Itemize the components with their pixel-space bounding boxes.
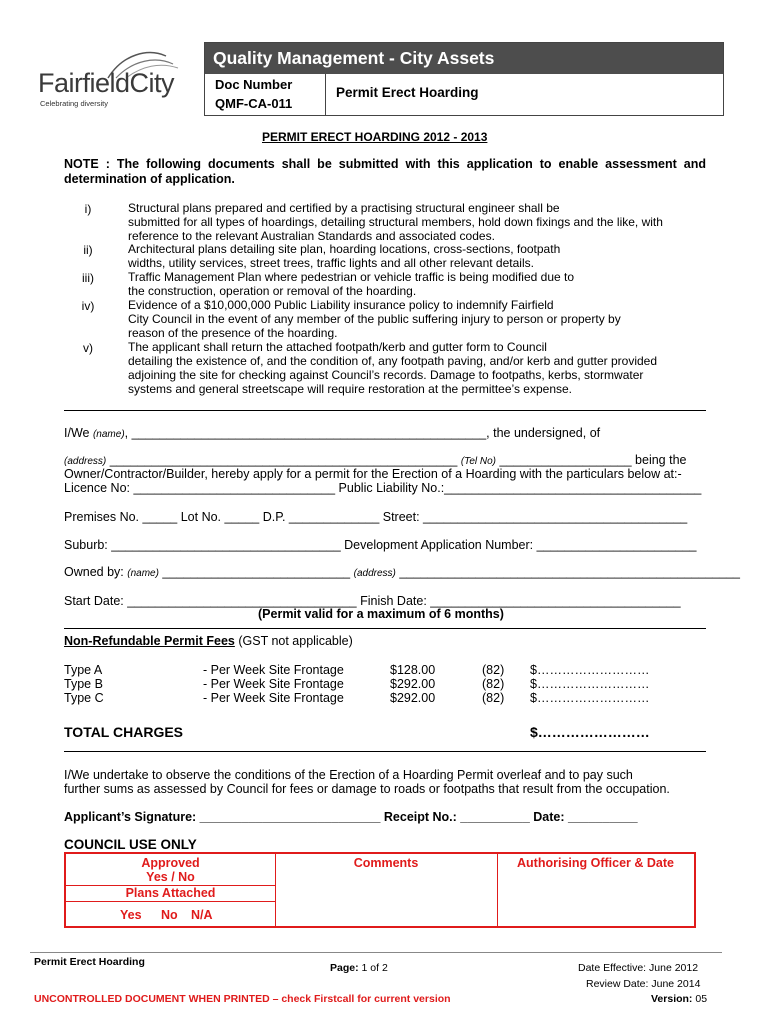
fee-blank[interactable]: $……………………… [530, 691, 650, 705]
fee-code: (82) [482, 677, 505, 691]
owned-address-hint: (address) [353, 568, 396, 579]
plans-na[interactable]: N/A [191, 908, 213, 922]
req-number: i) [84, 202, 92, 216]
address-hint: (address) [64, 456, 107, 467]
fees-heading-note: (GST not applicable) [234, 634, 353, 648]
fee-desc: - Per Week Site Frontage [203, 663, 344, 677]
note-paragraph: NOTE : The following documents shall be submitted with this application to enable assessment and determination of application. [64, 157, 706, 186]
footer-page [330, 962, 388, 974]
doc-number: QMF-CA-011 [215, 96, 293, 111]
being-the-text: being the [631, 453, 687, 467]
fairfield-logo [38, 46, 188, 108]
review-date: Review Date: June 2014 [586, 978, 701, 990]
authorising-label: Authorising Officer & Date [517, 856, 674, 870]
plans-yes[interactable]: Yes [120, 908, 142, 922]
iwe-label: I/We [64, 426, 90, 440]
req-line: detailing the existence of, and the condition of, any footpath paving, and/or kerb and gutter provided [128, 354, 658, 368]
start-finish-line[interactable]: Start Date: _________________________________ Finish Date: ____________________________________ [64, 594, 681, 608]
req-number: iii) [82, 271, 94, 285]
undersigned-text: , the undersigned, of [486, 426, 601, 440]
page-value: 1 of 2 [358, 962, 388, 974]
footer-rule [30, 952, 722, 953]
tel-field[interactable]: ___________________ [496, 453, 632, 467]
header-subtitle: Permit Erect Hoarding [336, 85, 479, 100]
fee-type: Type A [64, 663, 103, 677]
owned-name-field[interactable]: ___________________________ [158, 565, 351, 579]
req-line: widths, utility services, street trees, traffic lights and all other relevant details. [128, 256, 534, 270]
req-line: The applicant shall return the attached footpath/kerb and gutter form to Council [128, 340, 547, 354]
authorising-column[interactable] [497, 854, 694, 926]
fee-amount: $292.00 [390, 691, 436, 705]
req-number: ii) [83, 243, 93, 257]
req-line: Architectural plans detailing site plan, hoarding locations, cross-sections, footpath [128, 242, 561, 256]
fee-code: (82) [482, 691, 505, 705]
document-title: PERMIT ERECT HOARDING 2012 - 2013 [262, 130, 488, 144]
signature-line[interactable]: Applicant’s Signature: __________________________ Receipt No.: __________ Date: __________ [64, 810, 638, 824]
comments-column[interactable] [275, 854, 498, 926]
name-field[interactable]: , ___________________________________________________ [124, 426, 487, 440]
req-line: reason of the presence of the hoarding. [128, 326, 338, 340]
divider [64, 628, 706, 629]
owned-by-line[interactable] [64, 565, 740, 579]
address-field[interactable]: __________________________________________________ [106, 453, 458, 467]
logo-tagline: Celebrating diversity [40, 99, 108, 108]
total-charges-label: TOTAL CHARGES [64, 724, 184, 740]
req-line: adjoining the site for checking against Council’s records. Damage to footpaths, kerbs, stormwater [128, 368, 644, 382]
fee-type: Type B [64, 677, 103, 691]
fee-desc: - Per Week Site Frontage [203, 691, 344, 705]
req-line: submitted for all types of hoardings, detailing structural members, hold down fixings and the like, with [128, 215, 663, 229]
owner-statement: Owner/Contractor/Builder, hereby apply for a permit for the Erection of a Hoarding with the particulars below at:- [64, 467, 682, 481]
suburb-line[interactable]: Suburb: _________________________________ Development Application Number: _______________________ [64, 538, 697, 552]
doc-number-label: Doc Number [215, 77, 293, 92]
fees-heading-label: Non-Refundable Permit Fees [64, 634, 235, 648]
req-line: Evidence of a $10,000,000 Public Liability insurance policy to indemnify Fairfield [128, 298, 554, 312]
undertake-line: further sums as assessed by Council for fees or damage to roads or footpaths that result from the occupation. [64, 782, 670, 796]
req-line: reference to the relevant Australian Standards and associated codes. [128, 229, 495, 243]
date-effective: Date Effective: June 2012 [578, 962, 699, 974]
fee-amount: $128.00 [390, 663, 436, 677]
plans-no[interactable]: No [161, 908, 178, 922]
premises-line[interactable]: Premises No. _____ Lot No. _____ D.P. _____________ Street: ______________________________________ [64, 510, 688, 524]
address-line[interactable] [64, 453, 687, 467]
fee-desc: - Per Week Site Frontage [203, 677, 344, 691]
footer-version [651, 993, 707, 1005]
tel-hint: (Tel No) [460, 456, 497, 467]
fee-blank[interactable]: $……………………… [530, 663, 650, 677]
undertake-line: I/We undertake to observe the conditions of the Erection of a Hoarding Permit overleaf and to pay such [64, 768, 633, 782]
req-line: systems and general streetscape will require restoration at the permittee’s expense. [128, 382, 573, 396]
plans-divider [66, 901, 275, 902]
doc-number-cell [205, 74, 326, 115]
req-line: City Council in the event of any member of the public suffering injury to person or property by [128, 312, 621, 326]
plans-attached-label: Plans Attached [125, 886, 216, 900]
req-number: v) [83, 341, 93, 355]
fee-type: Type C [64, 691, 104, 705]
req-line: Traffic Management Plan where pedestrian or vehicle traffic is being modified due to [128, 270, 575, 284]
document-header [204, 42, 724, 116]
divider [64, 751, 706, 752]
req-number: iv) [81, 299, 95, 313]
approval-column [66, 854, 276, 926]
fee-code: (82) [482, 663, 505, 677]
footer-title: Permit Erect Hoarding [34, 956, 145, 968]
fee-amount: $292.00 [390, 677, 436, 691]
owned-by-label: Owned by: [64, 565, 124, 579]
owned-address-field[interactable]: _________________________________________________ [395, 565, 740, 579]
page-label: Page: [330, 962, 359, 974]
divider [64, 410, 706, 411]
permit-valid-note: (Permit valid for a maximum of 6 months) [258, 607, 504, 621]
name-hint: (name) [92, 429, 125, 440]
version-label: Version: [651, 993, 693, 1005]
req-line: the construction, operation or removal of the hoarding. [128, 284, 417, 298]
comments-label: Comments [353, 856, 419, 870]
logo-wordmark: FairfieldCity [38, 68, 175, 98]
approved-label: Approved [141, 856, 200, 870]
req-line: Structural plans prepared and certified by a practising structural engineer shall be [128, 201, 560, 215]
version-value: 05 [692, 993, 708, 1005]
fee-blank[interactable]: $……………………… [530, 677, 650, 691]
header-title: Quality Management - City Assets [205, 43, 723, 74]
owned-name-hint: (name) [127, 568, 159, 579]
licence-line[interactable]: Licence No: _____________________________ Public Liability No.:_____________________________________ [64, 481, 702, 495]
approved-yes-no[interactable]: Yes / No [146, 870, 195, 884]
council-use-box [64, 852, 696, 928]
fees-heading [64, 634, 353, 648]
council-use-heading: COUNCIL USE ONLY [64, 837, 197, 852]
uncontrolled-notice: UNCONTROLLED DOCUMENT WHEN PRINTED – check Firstcall for current version [34, 993, 451, 1005]
applicant-name-line[interactable] [64, 426, 600, 440]
total-charges-field[interactable]: $…………………… [530, 724, 650, 740]
